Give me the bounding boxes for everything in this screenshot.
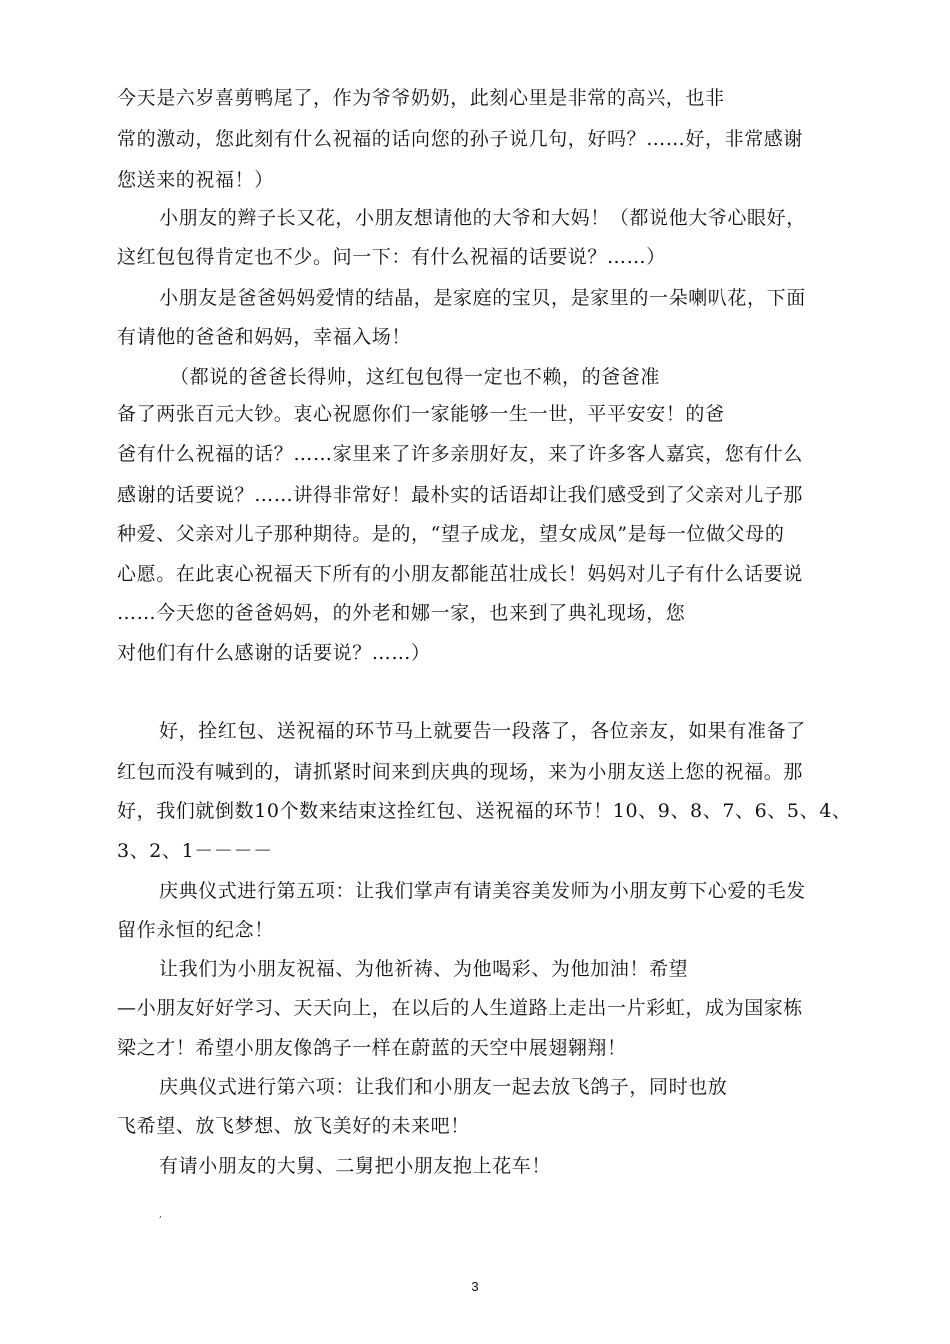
- text-line: 今天是六岁喜剪鸭尾了，作为爷爷奶奶，此刻心里是非常的高兴，也非: [117, 87, 725, 109]
- text-line: 心愿。在此衷心祝福天下所有的小朋友都能茁壮成长！妈妈对儿子有什么话要说: [117, 563, 804, 585]
- page-number: 3: [471, 1279, 479, 1294]
- text-line: 感谢的话要说？……讲得非常好！最朴实的话语却让我们感受到了父亲对儿子那: [117, 484, 804, 506]
- text-line: 飞希望、放飞梦想、放飞美好的未来吧！: [117, 1115, 470, 1137]
- text-line: 庆典仪式进行第五项：让我们掌声有请美容美发师为小朋友剪下心爱的毛发: [159, 880, 806, 902]
- text-line: 您送来的祝福！）: [117, 169, 274, 191]
- text-line: —小朋友好好学习、天天向上，在以后的人生道路上走出一片彩虹，成为国家栋: [117, 997, 804, 1019]
- text-line: 小朋友的辫子长又花，小朋友想请他的大爷和大妈！（都说他大爷心眼好，: [159, 207, 806, 229]
- text-line: 庆典仪式进行第六项：让我们和小朋友一起去放飞鸽子，同时也放: [159, 1076, 728, 1098]
- text-line: 这红包包得肯定也不少。问一下：有什么祝福的话要说？……）: [117, 246, 666, 268]
- text-line: 有请小朋友的大舅、二舅把小朋友抱上花车！: [159, 1155, 552, 1177]
- text-line: 有请他的爸爸和妈妈，幸福入场！: [117, 326, 412, 348]
- text-line: 种爱、父亲对儿子那种期待。是的，“望子成龙，望女成凤”是每一位做父母的: [117, 523, 785, 545]
- text-line: （都说的爸爸长得帅，这红包包得一定也不赖，的爸爸准: [170, 366, 661, 388]
- text-line: 好，拴红包、送祝福的环节马上就要告一段落了，各位亲友，如果有准备了: [159, 720, 806, 742]
- text-line: 小朋友是爸爸妈妈爱情的结晶，是家庭的宝贝，是家里的一朵喇叭花，下面: [159, 287, 806, 309]
- text-line: 备了两张百元大钞。衷心祝愿你们一家能够一生一世，平平安安！的爸: [117, 403, 725, 425]
- stray-mark: ,: [159, 1210, 162, 1220]
- text-line: 对他们有什么感谢的话要说？……）: [117, 642, 431, 664]
- text-line: 3、2、1－－－－: [117, 840, 273, 862]
- text-line: 爸有什么祝福的话？……家里来了许多亲朋好友，来了许多客人嘉宾，您有什么: [117, 443, 804, 465]
- text-line: 常的激动，您此刻有什么祝福的话向您的孙子说几句，好吗？……好，非常感谢: [117, 128, 804, 150]
- text-line: 梁之才！希望小朋友像鸽子一样在蔚蓝的天空中展翅翱翔！: [117, 1037, 627, 1059]
- text-line: 红包而没有喊到的，请抓紧时间来到庆典的现场，来为小朋友送上您的祝福。那: [117, 761, 804, 783]
- text-line: 好，我们就倒数10个数来结束这拴红包、送祝福的环节！10、9、8、7、6、5、4、: [117, 800, 852, 822]
- text-line: 让我们为小朋友祝福、为他祈祷、为他喝彩、为他加油！希望: [159, 958, 689, 980]
- text-line: 留作永恒的纪念！: [117, 919, 274, 941]
- text-line: ……今天您的爸爸妈妈，的外老和娜一家，也来到了典礼现场，您: [117, 602, 686, 624]
